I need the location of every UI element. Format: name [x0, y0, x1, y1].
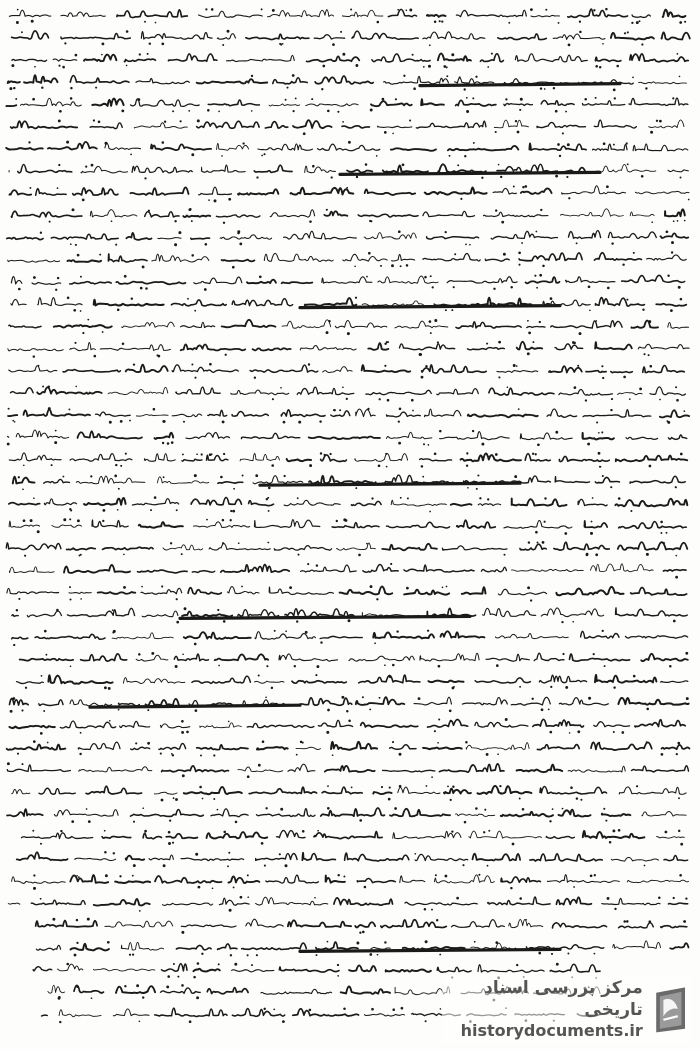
ink-strike-stroke	[90, 705, 300, 707]
handwritten-line	[9, 518, 686, 535]
handwritten-line	[8, 251, 687, 268]
handwritten-line	[17, 674, 688, 690]
ink-strike-stroke	[300, 949, 560, 951]
handwritten-line	[7, 740, 690, 756]
handwritten-line	[13, 474, 685, 490]
handwritten-line	[9, 496, 688, 512]
handwritten-line	[8, 407, 690, 424]
handwritten-line	[8, 341, 689, 358]
handwritten-line	[9, 363, 685, 379]
handwritten-line	[11, 208, 685, 224]
handwritten-line	[12, 630, 688, 647]
handwritten-line	[9, 185, 689, 202]
handwritten-line	[8, 896, 687, 912]
handwritten-line	[10, 696, 689, 713]
handwritten-line	[20, 652, 689, 668]
history-documents-center-logo-icon	[649, 981, 692, 1037]
handwritten-line	[9, 8, 686, 24]
handwritten-line	[12, 607, 687, 623]
handwritten-line	[17, 851, 688, 867]
watermark-text	[442, 977, 643, 1041]
handwritten-line	[6, 141, 688, 158]
archive-watermark	[442, 975, 692, 1043]
watermark-title: مرکز بررسی اسناد تاریخی	[484, 978, 643, 1020]
handwritten-line	[11, 274, 684, 291]
ink-strike-stroke	[300, 306, 560, 308]
handwritten-line	[11, 385, 686, 401]
handwritten-line	[7, 807, 686, 823]
ink-strike-stroke	[260, 483, 520, 485]
ink-strike-stroke	[340, 172, 600, 174]
handwritten-line	[7, 762, 689, 778]
ink-strike-stroke	[180, 616, 470, 618]
handwritten-line	[11, 53, 688, 69]
handwritten-line	[7, 230, 689, 246]
handwritten-line	[21, 829, 684, 846]
handwritten-line	[6, 97, 688, 113]
handwritten-line	[12, 785, 686, 802]
handwritten-line	[7, 430, 687, 446]
handwritten-line	[11, 119, 684, 135]
handwritten-line	[12, 30, 690, 47]
handwritten-line	[10, 563, 687, 579]
watermark-url: historydocuments.ir	[460, 1021, 643, 1040]
handwritten-line	[9, 452, 687, 468]
handwritten-line	[36, 918, 687, 934]
handwritten-line	[9, 319, 689, 335]
handwritten-line	[36, 940, 688, 956]
handwritten-line	[7, 585, 687, 602]
handwritten-line	[11, 297, 687, 312]
handwritten-line	[6, 541, 687, 557]
ink-strike-stroke	[420, 84, 620, 86]
handwritten-line	[9, 718, 685, 735]
handwritten-line	[12, 874, 689, 890]
